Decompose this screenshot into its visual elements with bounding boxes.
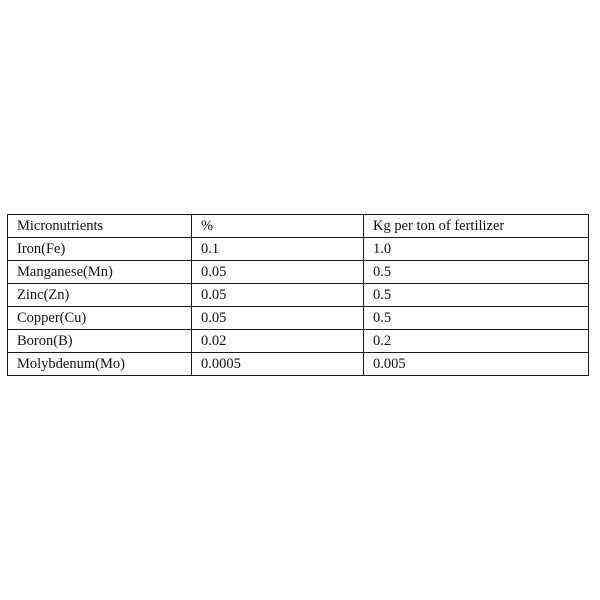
cell-nutrient: Copper(Cu): [8, 307, 192, 330]
cell-kg-per-ton: 0.2: [364, 330, 589, 353]
cell-kg-per-ton: 0.005: [364, 353, 589, 376]
header-kg-per-ton: Kg per ton of fertilizer: [364, 215, 589, 238]
cell-percent: 0.1: [192, 238, 364, 261]
cell-percent: 0.0005: [192, 353, 364, 376]
cell-kg-per-ton: 0.5: [364, 261, 589, 284]
cell-percent: 0.05: [192, 284, 364, 307]
table-row: [8, 284, 589, 307]
table-row: [8, 330, 589, 353]
micronutrient-table: [7, 214, 589, 376]
header-percent: %: [192, 215, 364, 238]
table-row: [8, 307, 589, 330]
cell-nutrient: Manganese(Mn): [8, 261, 192, 284]
cell-nutrient: Iron(Fe): [8, 238, 192, 261]
header-micronutrients: Micronutrients: [8, 215, 192, 238]
cell-nutrient: Boron(B): [8, 330, 192, 353]
table-row: [8, 238, 589, 261]
table-header-row: [8, 215, 589, 238]
cell-percent: 0.05: [192, 307, 364, 330]
cell-kg-per-ton: 1.0: [364, 238, 589, 261]
cell-kg-per-ton: 0.5: [364, 284, 589, 307]
cell-kg-per-ton: 0.5: [364, 307, 589, 330]
cell-nutrient: Molybdenum(Mo): [8, 353, 192, 376]
table-row: [8, 353, 589, 376]
cell-nutrient: Zinc(Zn): [8, 284, 192, 307]
cell-percent: 0.02: [192, 330, 364, 353]
cell-percent: 0.05: [192, 261, 364, 284]
table-row: [8, 261, 589, 284]
